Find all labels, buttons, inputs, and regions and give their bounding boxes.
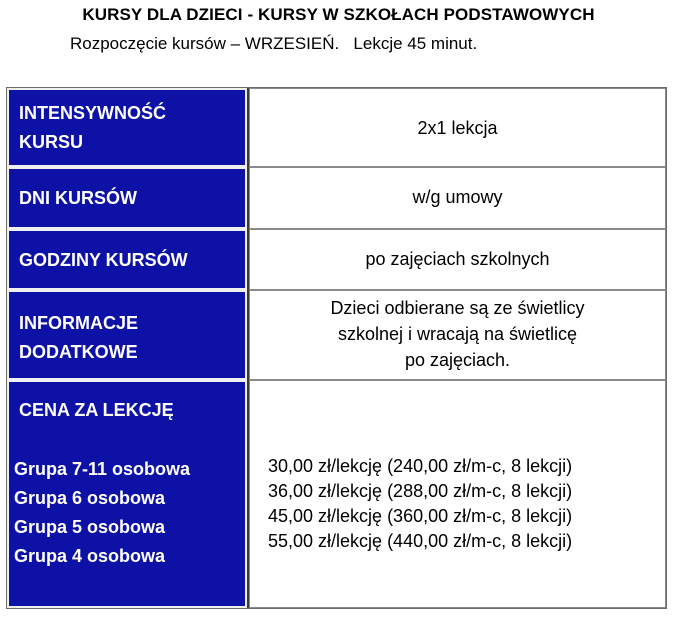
price-label: CENA ZA LEKCJĘ xyxy=(19,400,174,420)
page-title: KURSY DLA DZIECI - KURSY W SZKOŁACH PODSTAWOWYCH xyxy=(82,5,595,24)
value-cell-days xyxy=(249,167,666,229)
row-days xyxy=(7,167,666,229)
label-cell-days xyxy=(7,167,247,229)
days-value: w/g umowy xyxy=(412,187,503,207)
group-name-5: Grupa 5 osobowa xyxy=(14,517,166,537)
label-cell-price xyxy=(7,380,247,608)
page-subtitle: Rozpoczęcie kursów – WRZESIEŃ. Lekcje 45 minut. xyxy=(70,34,478,53)
group-name-4: Grupa 4 osobowa xyxy=(14,546,166,566)
hours-label: GODZINY KURSÓW xyxy=(19,250,188,270)
label-cell-info xyxy=(7,290,247,380)
group-price-5: 45,00 zł/lekcję (360,00 zł/m-c, 8 lekcji) xyxy=(268,506,573,526)
info-label-line2: DODATKOWE xyxy=(19,342,138,362)
row-info xyxy=(7,290,666,380)
info-value-line1: Dzieci odbierane są ze świetlicy xyxy=(330,298,585,318)
course-info-table xyxy=(6,87,667,609)
group-price-4: 55,00 zł/lekcję (440,00 zł/m-c, 8 lekcji) xyxy=(268,531,573,551)
row-intensity xyxy=(7,88,666,167)
info-value-line3: po zajęciach. xyxy=(404,350,511,370)
intensity-value: 2x1 lekcja xyxy=(417,118,498,138)
row-price xyxy=(7,380,666,608)
value-cell-hours xyxy=(249,229,666,290)
row-hours xyxy=(7,229,666,290)
label-cell-intensity xyxy=(7,88,247,167)
group-name-7-11: Grupa 7-11 osobowa xyxy=(14,459,191,479)
value-cell-intensity xyxy=(249,88,666,167)
label-cell-hours xyxy=(7,229,247,290)
info-label-line1: INFORMACJE xyxy=(19,313,139,333)
value-cell-price xyxy=(249,380,666,608)
group-name-6: Grupa 6 osobowa xyxy=(14,488,166,508)
intensity-label-line1: INTENSYWNOŚĆ xyxy=(19,103,167,123)
info-value-line2: szkolnej i wracają na świetlicę xyxy=(337,324,578,344)
group-price-6: 36,00 zł/lekcję (288,00 zł/m-c, 8 lekcji) xyxy=(268,481,573,501)
group-price-7-11: 30,00 zł/lekcję (240,00 zł/m-c, 8 lekcji) xyxy=(268,456,573,476)
hours-value: po zajęciach szkolnych xyxy=(365,249,550,269)
days-label: DNI KURSÓW xyxy=(19,188,137,208)
intensity-label-line2: KURSU xyxy=(19,132,84,152)
value-cell-info xyxy=(249,290,666,380)
